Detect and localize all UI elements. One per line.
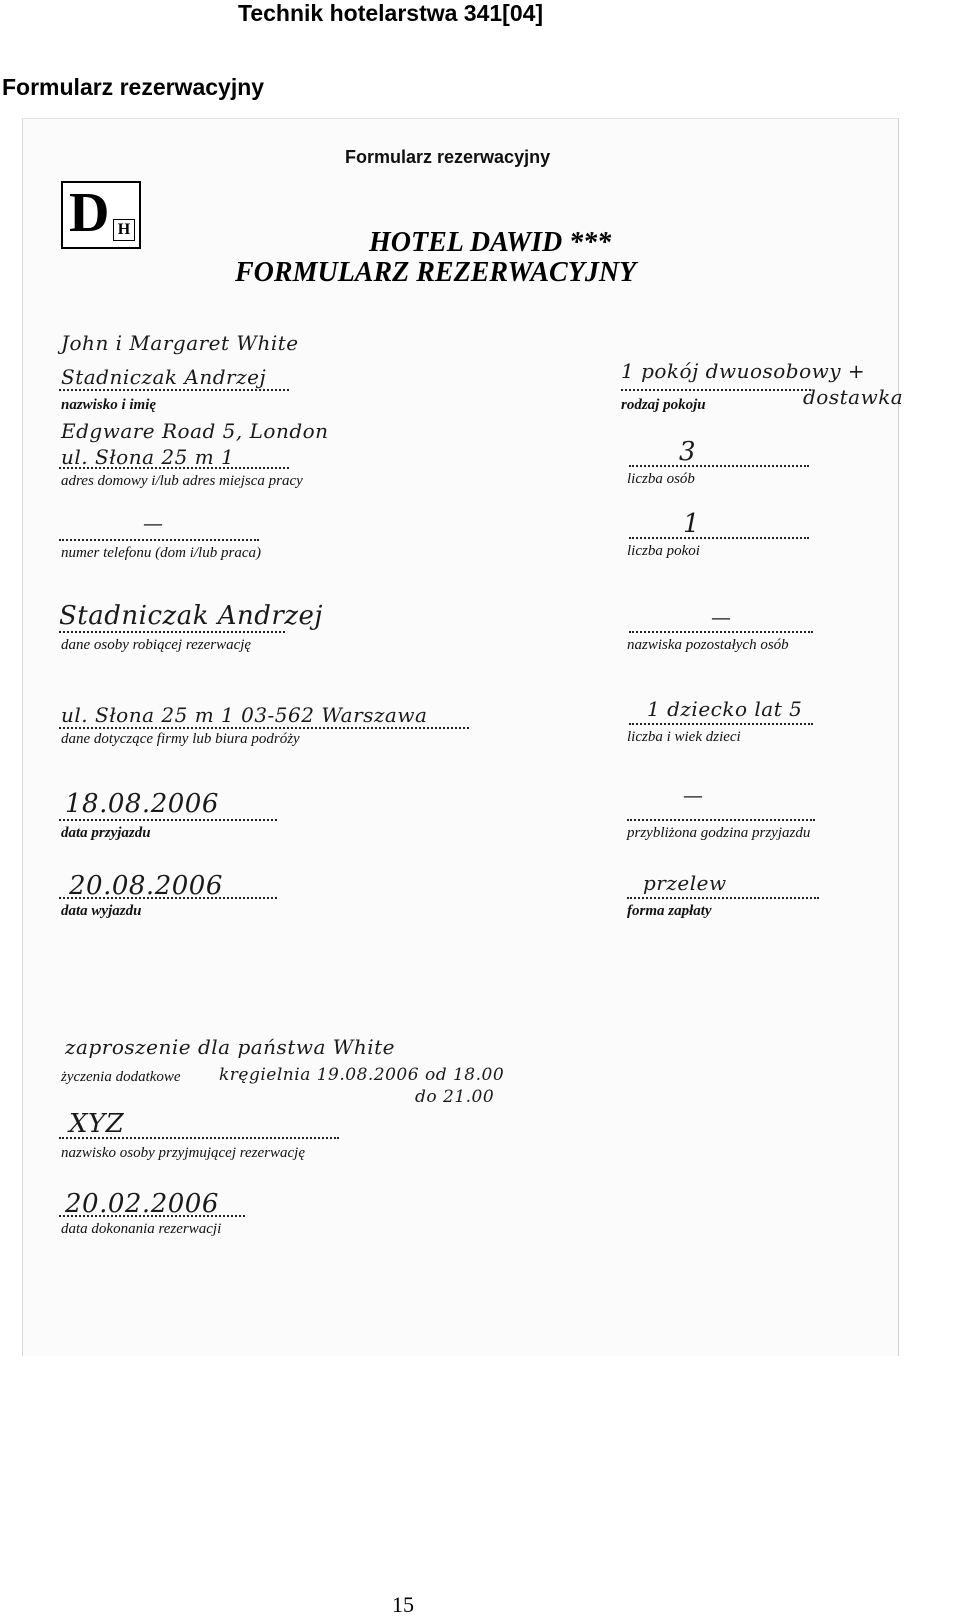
logo-subscript: H <box>113 219 135 241</box>
handwritten-phone: — <box>143 511 164 535</box>
label-children: liczba i wiek dzieci <box>627 729 741 745</box>
room-type-line <box>621 389 811 391</box>
handwritten-room-type: 1 pokój dwuosobowy + <box>621 359 866 383</box>
handwritten-children: 1 dziecko lat 5 <box>647 697 803 721</box>
departure-line <box>59 897 277 899</box>
scanned-reservation-form <box>22 118 904 1356</box>
other-guests-line <box>629 631 813 633</box>
children-line <box>629 723 813 725</box>
handwritten-company: ul. Słona 25 m 1 03-562 Warszawa <box>61 703 428 727</box>
company-line <box>59 727 469 729</box>
handwritten-receiver: XYZ <box>69 1109 125 1139</box>
receiver-line <box>59 1137 339 1139</box>
arrival-time-line <box>627 819 815 821</box>
label-other-guests: nazwiska pozostałych osób <box>627 637 789 653</box>
hotel-logo <box>61 181 141 249</box>
handwritten-payment: przelew <box>643 871 727 895</box>
logo-letter: D <box>69 182 110 244</box>
name-line <box>59 389 289 391</box>
booking-date-line <box>59 1215 245 1217</box>
handwritten-other-guests: — <box>711 605 732 629</box>
guests-line <box>629 465 809 467</box>
handwritten-requests-1: zaproszenie dla państwa White <box>65 1035 395 1059</box>
label-requests: życzenia dodatkowe <box>61 1069 181 1085</box>
label-booking-date: data dokonania rezerwacji <box>61 1221 222 1237</box>
handwritten-departure: 20.08.2006 <box>69 871 223 901</box>
form-top-heading: Formularz rezerwacyjny <box>345 147 551 167</box>
handwritten-requests-3: do 21.00 <box>415 1087 495 1107</box>
label-receiver: nazwisko osoby przyjmującej rezerwację <box>61 1145 305 1161</box>
label-phone: numer telefonu (dom i/lub praca) <box>61 545 261 561</box>
page-number: 15 <box>392 1592 414 1617</box>
label-guests: liczba osób <box>627 471 695 487</box>
label-name: nazwisko i imię <box>61 397 157 413</box>
payment-line <box>627 897 819 899</box>
form-title: FORMULARZ REZERWACYJNY <box>235 257 637 288</box>
label-booker: dane osoby robiącej rezerwację <box>61 637 252 653</box>
section-title: Formularz rezerwacyjny <box>2 74 265 100</box>
handwritten-arrival: 18.08.2006 <box>65 789 219 819</box>
arrival-line <box>59 819 277 821</box>
label-payment: forma zapłaty <box>627 903 712 919</box>
label-arrival-time: przybliżona godzina przyjazdu <box>627 825 811 841</box>
handwritten-booker: Stadniczak Andrzej <box>59 601 323 631</box>
handwritten-rooms: 1 <box>683 509 701 539</box>
hotel-name: HOTEL DAWID *** <box>369 227 612 258</box>
label-arrival: data przyjazdu <box>61 825 151 841</box>
handwritten-address-1: Edgware Road 5, London <box>61 419 329 443</box>
handwritten-address-2: ul. Słona 25 m 1 <box>61 445 235 469</box>
booker-line <box>59 631 285 633</box>
label-room-type: rodzaj pokoju <box>621 397 706 413</box>
label-company: dane dotyczące firmy lub biura podróży <box>61 731 300 747</box>
label-rooms: liczba pokoi <box>627 543 700 559</box>
rooms-line <box>629 537 809 539</box>
handwritten-requests-2: kręgielnia 19.08.2006 od 18.00 <box>219 1065 505 1085</box>
address-line <box>59 467 289 469</box>
handwritten-room-type-extra: dostawka <box>803 385 904 409</box>
phone-line <box>59 539 259 541</box>
page-header-title: Technik hotelarstwa 341[04] <box>238 0 544 26</box>
handwritten-arrival-time: — <box>683 783 704 807</box>
handwritten-name-extra: John i Margaret White <box>61 331 299 355</box>
handwritten-name: Stadniczak Andrzej <box>61 365 267 389</box>
handwritten-booking-date: 20.02.2006 <box>65 1189 219 1219</box>
label-departure: data wyjazdu <box>61 903 142 919</box>
handwritten-guests: 3 <box>679 437 697 467</box>
label-address: adres domowy i/lub adres miejsca pracy <box>61 473 303 489</box>
